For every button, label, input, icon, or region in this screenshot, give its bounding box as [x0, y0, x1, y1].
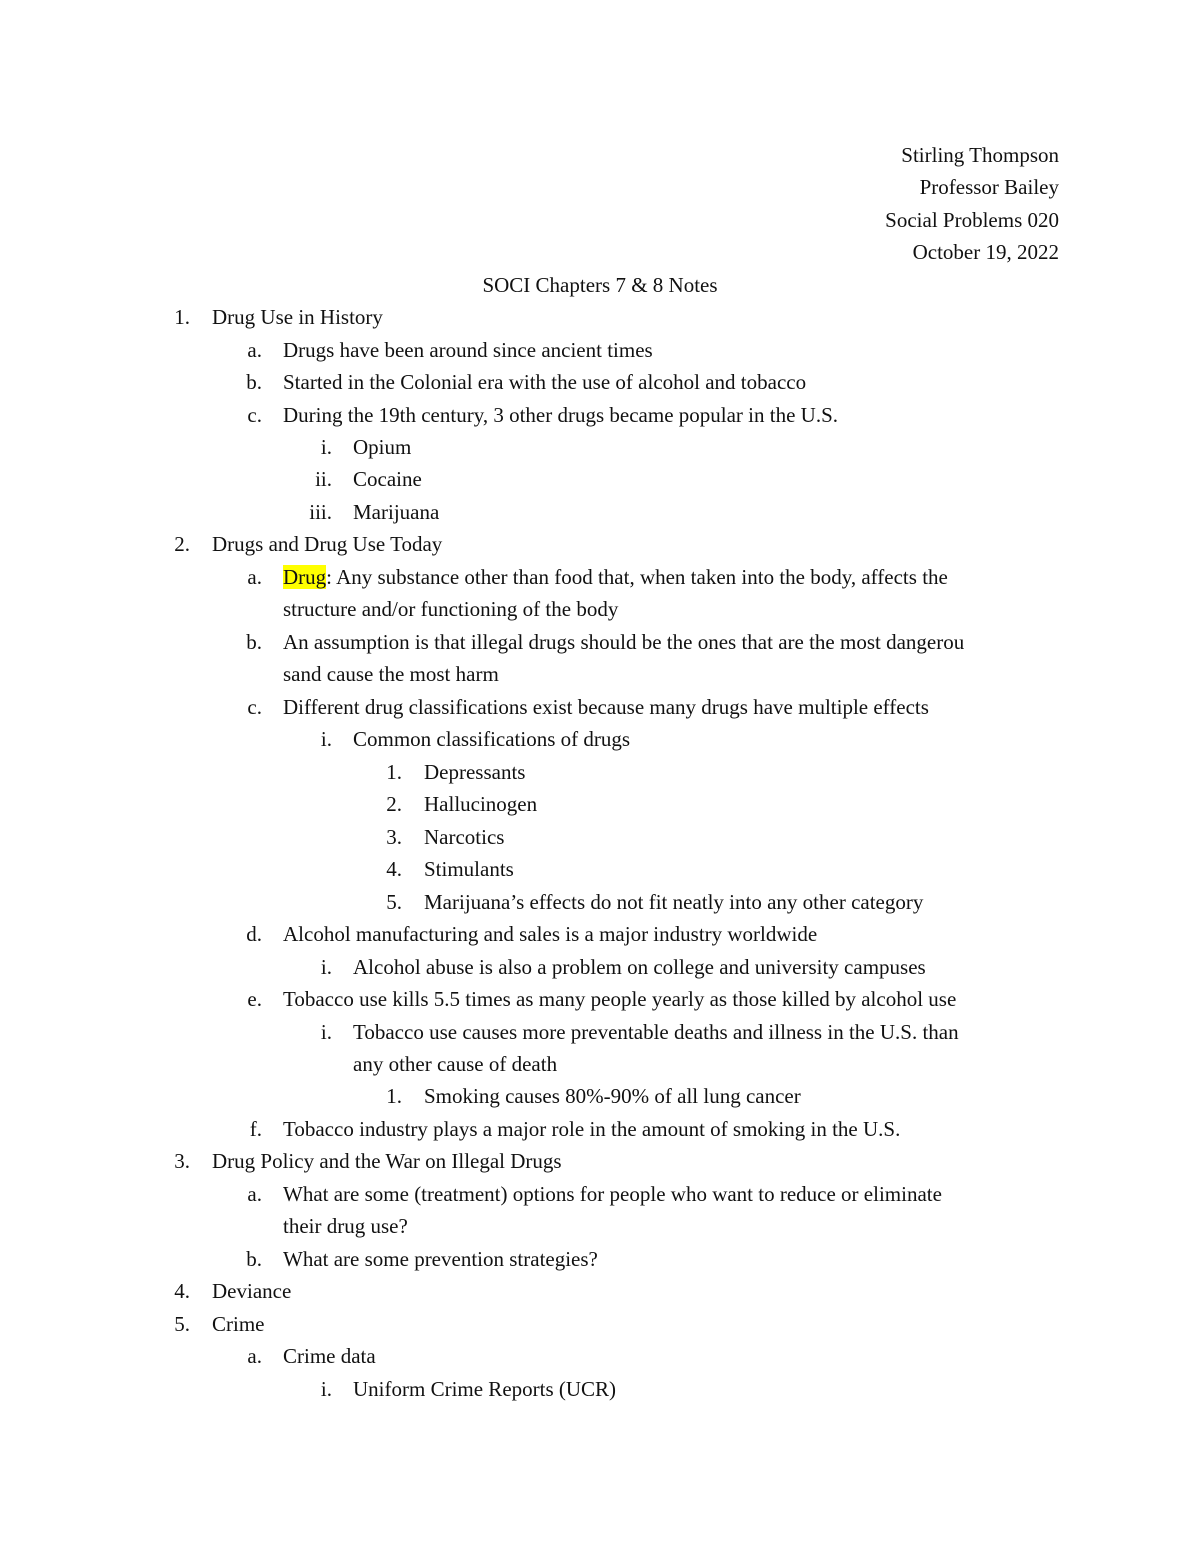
item-text: During the 19th century, 3 other drugs became popular in the U.S. — [283, 403, 839, 427]
item-marker: 4. — [174, 1279, 190, 1303]
item-marker: b. — [246, 1247, 262, 1271]
item-text: Marijuana’s effects do not fit neatly into any other category — [424, 890, 924, 914]
item-text: Started in the Colonial era with the use of alcohol and tobacco — [283, 370, 807, 394]
item-text: Crime data — [283, 1344, 376, 1368]
item-marker: a. — [247, 565, 262, 589]
item-marker: b. — [246, 630, 262, 654]
item-text: Drug Use in History — [212, 305, 383, 329]
item-marker: ii. — [315, 467, 332, 491]
item-text: Drug Policy and the War on Illegal Drugs — [212, 1149, 562, 1173]
student-name: Stirling Thompson — [901, 143, 1059, 167]
item-text: Tobacco industry plays a major role in the amount of smoking in the U.S. — [283, 1117, 901, 1141]
item-marker: a. — [247, 1182, 262, 1206]
item-text: An assumption is that illegal drugs should be the ones that are the most dangerou — [283, 630, 965, 654]
item-text: Uniform Crime Reports (UCR) — [353, 1377, 617, 1401]
item-text: Stimulants — [424, 857, 514, 881]
item-text: Deviance — [212, 1279, 292, 1303]
item-text: Common classifications of drugs — [353, 727, 631, 751]
item-marker: 1. — [386, 1084, 402, 1108]
item-text: Tobacco use causes more preventable deaths and illness in the U.S. than — [353, 1020, 959, 1044]
professor-name: Professor Bailey — [919, 175, 1059, 199]
item-marker: 4. — [386, 857, 402, 881]
item-marker: a. — [247, 1344, 262, 1368]
item-text: Smoking causes 80%-90% of all lung cancer — [424, 1084, 801, 1108]
item-text: Depressants — [424, 760, 526, 784]
item-marker: b. — [246, 370, 262, 394]
item-marker: iii. — [309, 500, 332, 524]
item-marker: c. — [247, 403, 262, 427]
item-marker: i. — [320, 955, 332, 979]
item-text — [283, 561, 948, 593]
item-marker: c. — [247, 695, 262, 719]
item-marker: 1. — [174, 305, 190, 329]
item-marker: d. — [246, 922, 262, 946]
item-text: Cocaine — [353, 467, 422, 491]
document-title: SOCI Chapters 7 & 8 Notes — [482, 273, 718, 297]
item-marker: e. — [247, 987, 262, 1011]
item-text: Hallucinogen — [424, 792, 538, 816]
item-marker: 3. — [386, 825, 402, 849]
item-marker: 5. — [386, 890, 402, 914]
item-text: Opium — [353, 435, 412, 459]
item-text: structure and/or functioning of the body — [283, 597, 619, 621]
item-text: their drug use? — [283, 1214, 408, 1238]
item-marker: i. — [320, 435, 332, 459]
item-text: sand cause the most harm — [283, 662, 499, 686]
item-text: Different drug classifications exist because many drugs have multiple effects — [283, 695, 929, 719]
highlighted-term: Drug — [283, 565, 327, 589]
item-marker: a. — [247, 338, 262, 362]
item-text: Alcohol manufacturing and sales is a major industry worldwide — [283, 922, 818, 946]
item-text: Marijuana — [353, 500, 440, 524]
course-name: Social Problems 020 — [885, 208, 1059, 232]
definition-text: : Any substance other than food that, when taken into the body, affects the — [326, 565, 948, 589]
item-marker: 2. — [386, 792, 402, 816]
item-text: What are some (treatment) options for people who want to reduce or eliminate — [283, 1182, 942, 1206]
item-text: Narcotics — [424, 825, 505, 849]
item-marker: 5. — [174, 1312, 190, 1336]
item-marker: i. — [320, 727, 332, 751]
item-text: any other cause of death — [353, 1052, 558, 1076]
item-marker: 1. — [386, 760, 402, 784]
item-text: Crime — [212, 1312, 265, 1336]
item-marker: f. — [249, 1117, 262, 1141]
item-marker: i. — [320, 1377, 332, 1401]
item-text: Drugs and Drug Use Today — [212, 532, 443, 556]
item-text: Tobacco use kills 5.5 times as many people yearly as those killed by alcohol use — [283, 987, 957, 1011]
item-marker: i. — [320, 1020, 332, 1044]
item-marker: 2. — [174, 532, 190, 556]
item-marker: 3. — [174, 1149, 190, 1173]
item-text: Alcohol abuse is also a problem on college and university campuses — [353, 955, 926, 979]
item-text: What are some prevention strategies? — [283, 1247, 598, 1271]
item-text: Drugs have been around since ancient times — [283, 338, 653, 362]
document-date: October 19, 2022 — [912, 240, 1059, 264]
